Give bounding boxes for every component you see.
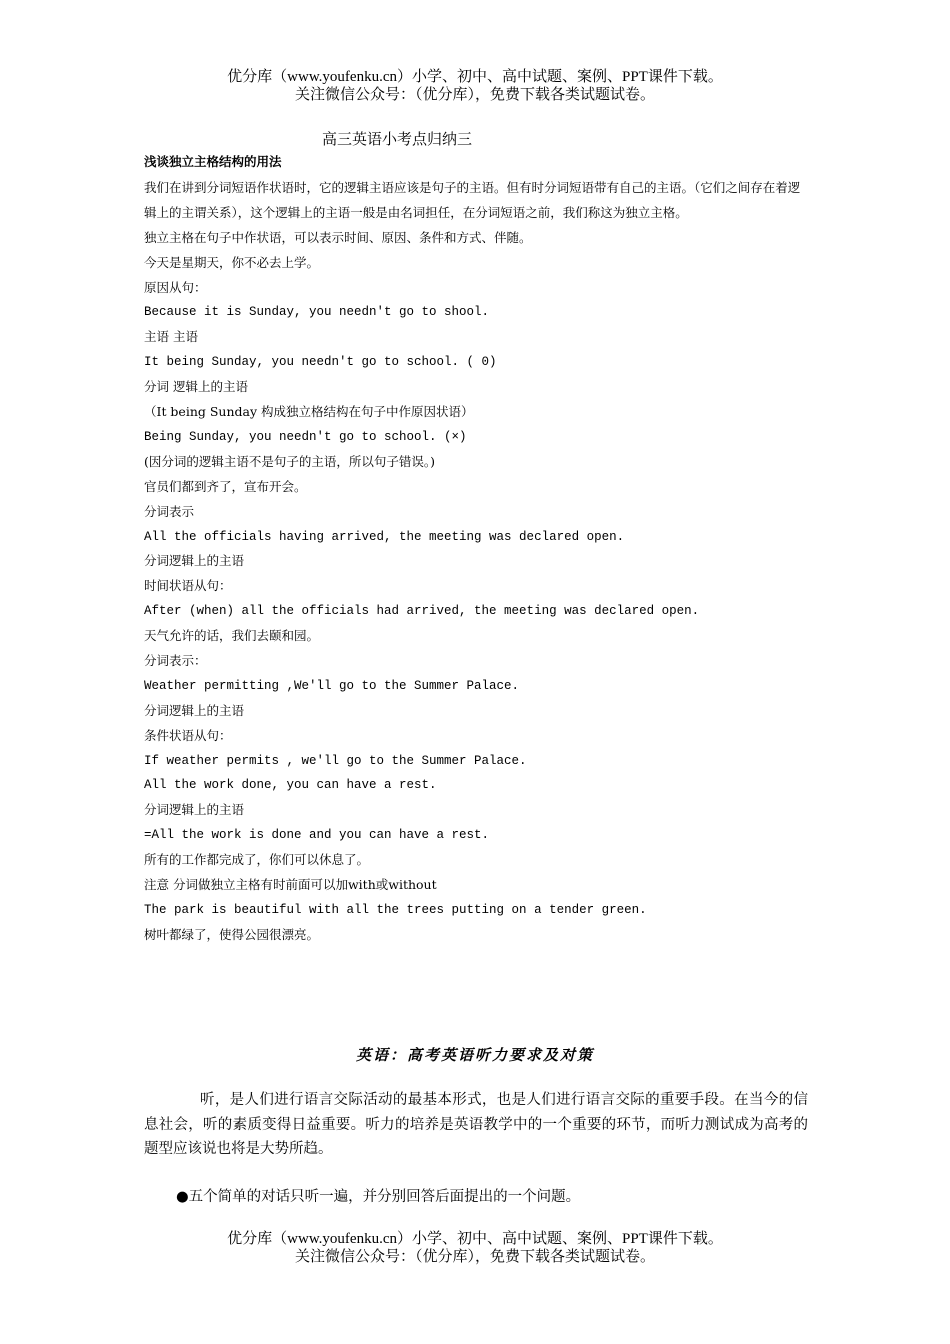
body-line: 分词逻辑上的主语 (144, 802, 245, 818)
body-line: 分词表示： (144, 652, 207, 668)
footer-line-1: 优分库（www.youfenku.cn）小学、初中、高中试题、案例、PPT课件下载。 (227, 1231, 723, 1247)
section-2-paragraph: 听，是人们进行语言交际活动的最基本形式，也是人们进行语言交际的重要手段。在当今的信息社会，听的素质变得日益重要。听力的培养是英语教学中的一个重要的环节，而听力测试成为高考的题型应该说也将是大势所趋。 (144, 1092, 808, 1157)
body-line: (因分词的逻辑主语不是句子的主语，所以句子错误。) (144, 453, 436, 469)
body-line: 分词 逻辑上的主语 (144, 379, 248, 395)
section-2-heading: 英语：高考英语听力要求及对策 (355, 1046, 594, 1064)
article-body (144, 176, 808, 948)
example-sentence: If weather permits , we'll go to the Summer Palace. (144, 753, 527, 768)
bullet-item: ●五个简单的对话只听一遍，并分别回答后面提出的一个问题。 (176, 1189, 581, 1205)
example-sentence: Because it is Sunday, you needn't go to shool. (144, 305, 490, 320)
example-sentence: =All the work is done and you can have a rest. (144, 828, 490, 843)
body-line: 天气允许的话，我们去颐和园。 (144, 628, 320, 644)
body-line: 独立主格在句子中作状语，可以表示时间、原因、条件和方式、伴随。 (144, 229, 532, 245)
body-line: 主语 主语 (144, 329, 198, 345)
body-line: 今天是星期天，你不必去上学。 (144, 254, 320, 270)
intro-paragraph: 我们在讲到分词短语作状语时，它的逻辑主语应该是句子的主语。但有时分词短语带有自己的主语。（它们之间存在着逻辑上的主谓关系），这个逻辑上的主语一般是由名词担任，在分词短语之前，我们称这为独立主格。 (144, 180, 801, 220)
body-line: 分词表示 (144, 503, 195, 519)
page-footer (0, 1230, 950, 1266)
example-sentence: Being Sunday, you needn't go to school. (×) (144, 429, 467, 444)
body-line: （It being Sunday 构成独立格结构在句子中作原因状语） (144, 404, 474, 420)
example-sentence: All the work done, you can have a rest. (144, 778, 437, 793)
body-line: 所有的工作都完成了，你们可以休息了。 (144, 852, 370, 868)
body-line: 分词逻辑上的主语 (144, 553, 245, 569)
body-line: 官员们都到齐了，宣布开会。 (144, 478, 307, 494)
header-line-2: 关注微信公众号：（优分库），免费下载各类试题试卷。 (294, 87, 655, 103)
example-sentence: The park is beautiful with all the trees putting on a tender green. (144, 902, 647, 917)
example-sentence: All the officials having arrived, the meeting was declared open. (144, 529, 625, 544)
example-sentence: Weather permitting ,We'll go to the Summer Palace. (144, 678, 520, 693)
body-line: 分词逻辑上的主语 (144, 702, 245, 718)
body-line: 原因从句： (144, 279, 207, 295)
section-subheading: 浅谈独立主格结构的用法 (144, 154, 282, 169)
footer-line-2: 关注微信公众号：（优分库），免费下载各类试题试卷。 (294, 1249, 655, 1265)
document-title: 高三英语小考点归纳三 (322, 130, 473, 148)
header-line-1: 优分库（www.youfenku.cn）小学、初中、高中试题、案例、PPT课件下载。 (227, 69, 723, 85)
body-line: 树叶都绿了，使得公园很漂亮。 (144, 926, 320, 942)
body-line: 时间状语从句： (144, 578, 232, 594)
example-sentence: It being Sunday, you needn't go to school. ( 0) (144, 355, 497, 370)
body-line: 注意 分词做独立主格有时前面可以加with或without (144, 876, 437, 892)
body-line: 条件状语从句： (144, 727, 232, 743)
example-sentence: After (when) all the officials had arrived, the meeting was declared open. (144, 604, 700, 619)
page-header (0, 68, 950, 104)
